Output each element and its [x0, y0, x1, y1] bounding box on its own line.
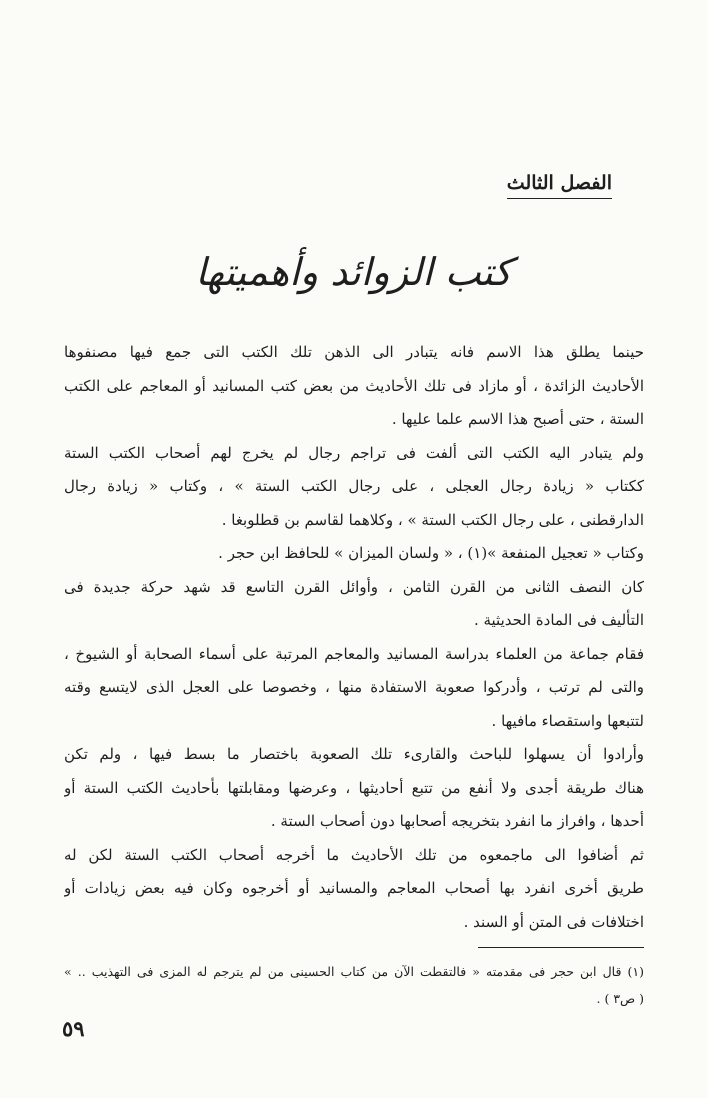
paragraph: [64, 571, 644, 638]
main-text: [64, 336, 644, 939]
text-line: الأحاديث الزائدة ، أو مازاد فى تلك الأحاديث من بعض كتب المسانيد أو المعاجم على الكتب: [64, 376, 644, 395]
chapter-heading: الفصل الثالث: [507, 172, 612, 199]
text-line: وكتاب « تعجيل المنفعة »(١) ، « ولسان الميزان » للحافظ ابن حجر .: [218, 544, 644, 562]
paragraph: [64, 537, 644, 571]
page-number: ٥٩: [62, 1016, 85, 1041]
text-line: والتى لم ترتب ، وأدركوا صعوبة الاستفادة منها ، وخصوصا على العجل الذى لايتسع وقته: [64, 678, 644, 696]
text-line: أحدها ، وافراز ما انفرد بتخريجه أصحابها دون أصحاب الستة .: [270, 812, 644, 830]
paragraph: [64, 437, 644, 538]
text-line: اختلافات فى المتن أو السند .: [463, 912, 644, 931]
footnote-line: (١) قال ابن حجر فى مقدمته « فالتقطت الآن من كتاب الحسينى من لم يترجم له المزى فى التهذيب .. »: [64, 964, 644, 979]
text-line: طريق أخرى انفرد بها أصحاب المعاجم والمسانيد أو أخرجوه وكان فيه بعض زيادات أو: [64, 879, 644, 897]
paragraph: [64, 839, 644, 940]
paragraph: [64, 738, 644, 839]
paragraph: [64, 638, 644, 739]
text-line: التأليف فى المادة الحديثية .: [473, 611, 644, 629]
text-line: الدارقطنى ، على رجال الكتب الستة » ، وكلاهما لقاسم بن قطلوبغا .: [221, 510, 644, 529]
footnote-line: ( ص٣ ) .: [596, 991, 644, 1006]
chapter-title: كتب الزوائد وأهميتها: [195, 250, 512, 294]
paragraph: [64, 336, 644, 437]
text-line: ككتاب « زيادة رجال العجلى ، على رجال الكتب الستة » ، وكتاب « زيادة رجال: [64, 477, 644, 495]
text-line: هناك طريقة أجدى ولا أنفع من تتبع أحاديثها ، وعرضها ومقابلتها بأحاديث الكتب الستة أو: [64, 778, 644, 797]
text-line: حينما يطلق هذا الاسم فانه يتبادر الى الذهن تلك الكتب التى جمع فيها مصنفوها: [64, 343, 644, 361]
text-line: ثم أضافوا الى ماجمعوه من تلك الأحاديث ما أخرجه أصحاب الكتب الستة لكن له: [64, 845, 644, 864]
footnote-separator: [478, 947, 644, 948]
footnote: [64, 958, 644, 1012]
text-line: فقام جماعة من العلماء بدراسة المسانيد والمعاجم المرتبة على أسماء الصحابة أو الشيوخ ،: [64, 644, 644, 663]
text-line: لتتبعها واستقصاء مافيها .: [491, 711, 644, 730]
text-line: ولم يتبادر اليه الكتب التى ألفت فى تراجم رجال لم يخرج لهم أصحاب الكتب الستة: [64, 443, 644, 462]
text-line: وأرادوا أن يسهلوا للباحث والقارىء تلك الصعوبة باختصار ما بسط فيها ، ولم تكن: [64, 745, 644, 763]
text-line: كان النصف الثانى من القرن الثامن ، وأوائل القرن التاسع قد شهد حركة جديدة فى: [64, 577, 644, 596]
text-line: الستة ، حتى أصبح هذا الاسم علما عليها .: [391, 410, 644, 428]
